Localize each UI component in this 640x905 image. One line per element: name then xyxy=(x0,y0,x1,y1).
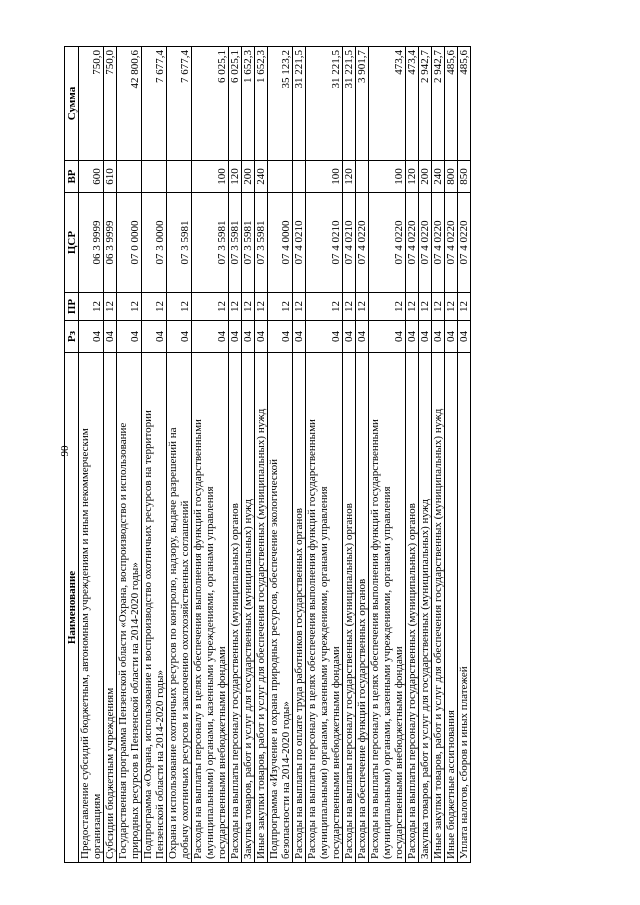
cell-rz: 04 xyxy=(167,321,192,353)
table-row xyxy=(104,47,117,863)
table-row xyxy=(306,47,343,863)
table-row xyxy=(167,47,192,863)
cell-pr: 12 xyxy=(104,293,117,321)
cell-sum: 7 677,4 xyxy=(167,47,192,161)
cell-sum: 31 221,5 xyxy=(293,47,306,161)
cell-sum: 35 123,2 xyxy=(268,47,293,161)
cell-csr: 07 3 5981 xyxy=(192,193,229,293)
cell-rz: 04 xyxy=(369,321,406,353)
cell-csr: 07 3 0000 xyxy=(142,193,167,293)
cell-rz: 04 xyxy=(192,321,229,353)
cell-csr: 07 4 0220 xyxy=(458,193,471,293)
cell-csr: 07 4 0220 xyxy=(356,193,369,293)
cell-sum: 31 221,5 xyxy=(343,47,356,161)
cell-rz: 04 xyxy=(293,321,306,353)
cell-name: Закупка товаров, работ и услуг для государственных (муниципальных) нужд xyxy=(242,353,255,863)
col-header-pr: ПР xyxy=(65,293,79,321)
table-row xyxy=(432,47,445,863)
cell-name: Расходы на обеспечение функций государственных органов xyxy=(356,353,369,863)
cell-pr: 12 xyxy=(343,293,356,321)
cell-pr: 12 xyxy=(419,293,432,321)
cell-sum: 3 901,7 xyxy=(356,47,369,161)
cell-name: Государственная программа Пензенской области «Охрана, воспроизводство и использование природных ресурсов в Пензенской области на 2014-2020 годы» xyxy=(117,353,142,863)
cell-pr: 12 xyxy=(242,293,255,321)
cell-name: Расходы на выплаты персоналу государственных (муниципальных) органов xyxy=(406,353,419,863)
cell-pr: 12 xyxy=(255,293,268,321)
table-row xyxy=(343,47,356,863)
cell-sum: 473,4 xyxy=(406,47,419,161)
cell-csr: 07 0 0000 xyxy=(117,193,142,293)
cell-pr: 12 xyxy=(293,293,306,321)
cell-pr: 12 xyxy=(79,293,104,321)
table-row xyxy=(242,47,255,863)
cell-csr: 07 4 0220 xyxy=(445,193,458,293)
cell-rz: 04 xyxy=(445,321,458,353)
cell-vr: 600 xyxy=(79,161,104,193)
cell-vr xyxy=(293,161,306,193)
table-row xyxy=(268,47,293,863)
cell-sum: 42 800,6 xyxy=(117,47,142,161)
cell-vr: 120 xyxy=(343,161,356,193)
table-row xyxy=(192,47,229,863)
cell-sum: 2 942,7 xyxy=(419,47,432,161)
page-number: 90 xyxy=(59,445,71,457)
cell-rz: 04 xyxy=(117,321,142,353)
cell-pr: 12 xyxy=(167,293,192,321)
cell-name: Уплата налогов, сборов и иных платежей xyxy=(458,353,471,863)
cell-rz: 04 xyxy=(255,321,268,353)
cell-vr xyxy=(167,161,192,193)
table-row xyxy=(229,47,242,863)
cell-pr: 12 xyxy=(268,293,293,321)
cell-pr: 12 xyxy=(306,293,343,321)
cell-name: Расходы на выплаты персоналу государственных (муниципальных) органов xyxy=(343,353,356,863)
cell-vr: 120 xyxy=(229,161,242,193)
cell-sum: 485,6 xyxy=(458,47,471,161)
col-header-name: Наименование xyxy=(65,353,79,863)
table-row xyxy=(293,47,306,863)
cell-pr: 12 xyxy=(458,293,471,321)
table-row xyxy=(356,47,369,863)
cell-rz: 04 xyxy=(406,321,419,353)
cell-name: Предоставление субсидий бюджетным, автономным учреждениям и иным некоммерческим организациям xyxy=(79,353,104,863)
cell-rz: 04 xyxy=(343,321,356,353)
cell-csr: 07 3 5981 xyxy=(255,193,268,293)
cell-vr xyxy=(356,161,369,193)
cell-csr: 07 4 0220 xyxy=(432,193,445,293)
cell-vr: 240 xyxy=(255,161,268,193)
cell-csr: 06 3 9999 xyxy=(104,193,117,293)
cell-pr: 12 xyxy=(117,293,142,321)
cell-sum: 6 025,1 xyxy=(229,47,242,161)
col-header-sum: Сумма xyxy=(65,47,79,161)
table-row xyxy=(79,47,104,863)
cell-pr: 12 xyxy=(192,293,229,321)
cell-csr: 07 3 5981 xyxy=(229,193,242,293)
cell-vr: 100 xyxy=(192,161,229,193)
cell-name: Охрана и использование охотничьих ресурсов по контролю, надзору, выдаче разрешений на добычу охотничьих ресурсов и заключению охотхозяйственных соглашений xyxy=(167,353,192,863)
table-row xyxy=(445,47,458,863)
cell-name: Иные бюджетные ассигнования xyxy=(445,353,458,863)
cell-sum: 485,6 xyxy=(445,47,458,161)
cell-name: Закупка товаров, работ и услуг для государственных (муниципальных) нужд xyxy=(419,353,432,863)
cell-vr xyxy=(268,161,293,193)
cell-csr: 07 4 0220 xyxy=(369,193,406,293)
table-row xyxy=(406,47,419,863)
cell-pr: 12 xyxy=(142,293,167,321)
col-header-vr: ВР xyxy=(65,161,79,193)
cell-csr: 07 4 0000 xyxy=(268,193,293,293)
cell-sum: 1 652,3 xyxy=(255,47,268,161)
cell-vr: 850 xyxy=(458,161,471,193)
cell-name: Иные закупки товаров, работ и услуг для обеспечения государственных (муниципальных) нужд xyxy=(432,353,445,863)
cell-rz: 04 xyxy=(104,321,117,353)
budget-table xyxy=(64,46,471,863)
cell-csr: 07 4 0220 xyxy=(406,193,419,293)
cell-sum: 2 942,7 xyxy=(432,47,445,161)
cell-name: Расходы на выплаты по оплате труда работников государственных органов xyxy=(293,353,306,863)
cell-name: Расходы на выплаты персоналу в целях обеспечения выполнения функций государственными (муниципальными) органами, казенными учреждениями, органами управления государственными внебюджетными фондами xyxy=(369,353,406,863)
cell-csr: 07 4 0210 xyxy=(306,193,343,293)
cell-rz: 04 xyxy=(356,321,369,353)
cell-csr: 06 3 9999 xyxy=(79,193,104,293)
cell-pr: 12 xyxy=(356,293,369,321)
table-row xyxy=(458,47,471,863)
cell-pr: 12 xyxy=(406,293,419,321)
cell-rz: 04 xyxy=(268,321,293,353)
table-row xyxy=(419,47,432,863)
cell-sum: 7 677,4 xyxy=(142,47,167,161)
cell-name: Подпрограмма «Изучение и охрана природных ресурсов, обеспечение экологической безопасности на 2014-2020 годы» xyxy=(268,353,293,863)
cell-name: Расходы на выплаты персоналу в целях обеспечения выполнения функций государственными (муниципальными) органами, казенными учреждениями, органами управления государственными внебюджетными фондами xyxy=(192,353,229,863)
cell-sum: 31 221,5 xyxy=(306,47,343,161)
cell-rz: 04 xyxy=(242,321,255,353)
cell-pr: 12 xyxy=(369,293,406,321)
cell-csr: 07 3 5981 xyxy=(167,193,192,293)
cell-vr xyxy=(117,161,142,193)
col-header-rz: Рз xyxy=(65,321,79,353)
cell-name: Подпрограмма «Охрана, использование и воспроизводство охотничьих ресурсов на территории Пензенской области на 2014-2020 годы» xyxy=(142,353,167,863)
cell-rz: 04 xyxy=(306,321,343,353)
cell-name: Расходы на выплаты персоналу в целях обеспечения выполнения функций государственными (муниципальными) органами, казенными учреждениями, органами управления государственными внебюджетными фондами xyxy=(306,353,343,863)
table-header xyxy=(65,47,79,863)
cell-sum: 750,0 xyxy=(104,47,117,161)
cell-rz: 04 xyxy=(432,321,445,353)
cell-name: Субсидии бюджетным учреждениям xyxy=(104,353,117,863)
cell-vr: 100 xyxy=(369,161,406,193)
table-row xyxy=(142,47,167,863)
cell-sum: 473,4 xyxy=(369,47,406,161)
cell-name: Расходы на выплаты персоналу государственных (муниципальных) органов xyxy=(229,353,242,863)
cell-csr: 07 4 0210 xyxy=(343,193,356,293)
col-header-csr: ЦСР xyxy=(65,193,79,293)
cell-sum: 750,0 xyxy=(79,47,104,161)
cell-name: Иные закупки товаров, работ и услуг для обеспечения государственных (муниципальных) нужд xyxy=(255,353,268,863)
cell-vr: 200 xyxy=(242,161,255,193)
cell-pr: 12 xyxy=(445,293,458,321)
cell-vr: 100 xyxy=(306,161,343,193)
cell-vr: 200 xyxy=(419,161,432,193)
cell-vr: 800 xyxy=(445,161,458,193)
cell-csr: 07 3 5981 xyxy=(242,193,255,293)
cell-sum: 1 652,3 xyxy=(242,47,255,161)
table-row xyxy=(117,47,142,863)
cell-csr: 07 4 0210 xyxy=(293,193,306,293)
cell-pr: 12 xyxy=(229,293,242,321)
cell-vr xyxy=(142,161,167,193)
table-row xyxy=(255,47,268,863)
cell-vr: 120 xyxy=(406,161,419,193)
cell-vr: 240 xyxy=(432,161,445,193)
table-row xyxy=(369,47,406,863)
cell-rz: 04 xyxy=(229,321,242,353)
cell-vr: 610 xyxy=(104,161,117,193)
cell-rz: 04 xyxy=(419,321,432,353)
cell-csr: 07 4 0220 xyxy=(419,193,432,293)
cell-pr: 12 xyxy=(432,293,445,321)
cell-rz: 04 xyxy=(142,321,167,353)
cell-sum: 6 025,1 xyxy=(192,47,229,161)
cell-rz: 04 xyxy=(458,321,471,353)
rotated-page xyxy=(64,47,564,863)
cell-rz: 04 xyxy=(79,321,104,353)
